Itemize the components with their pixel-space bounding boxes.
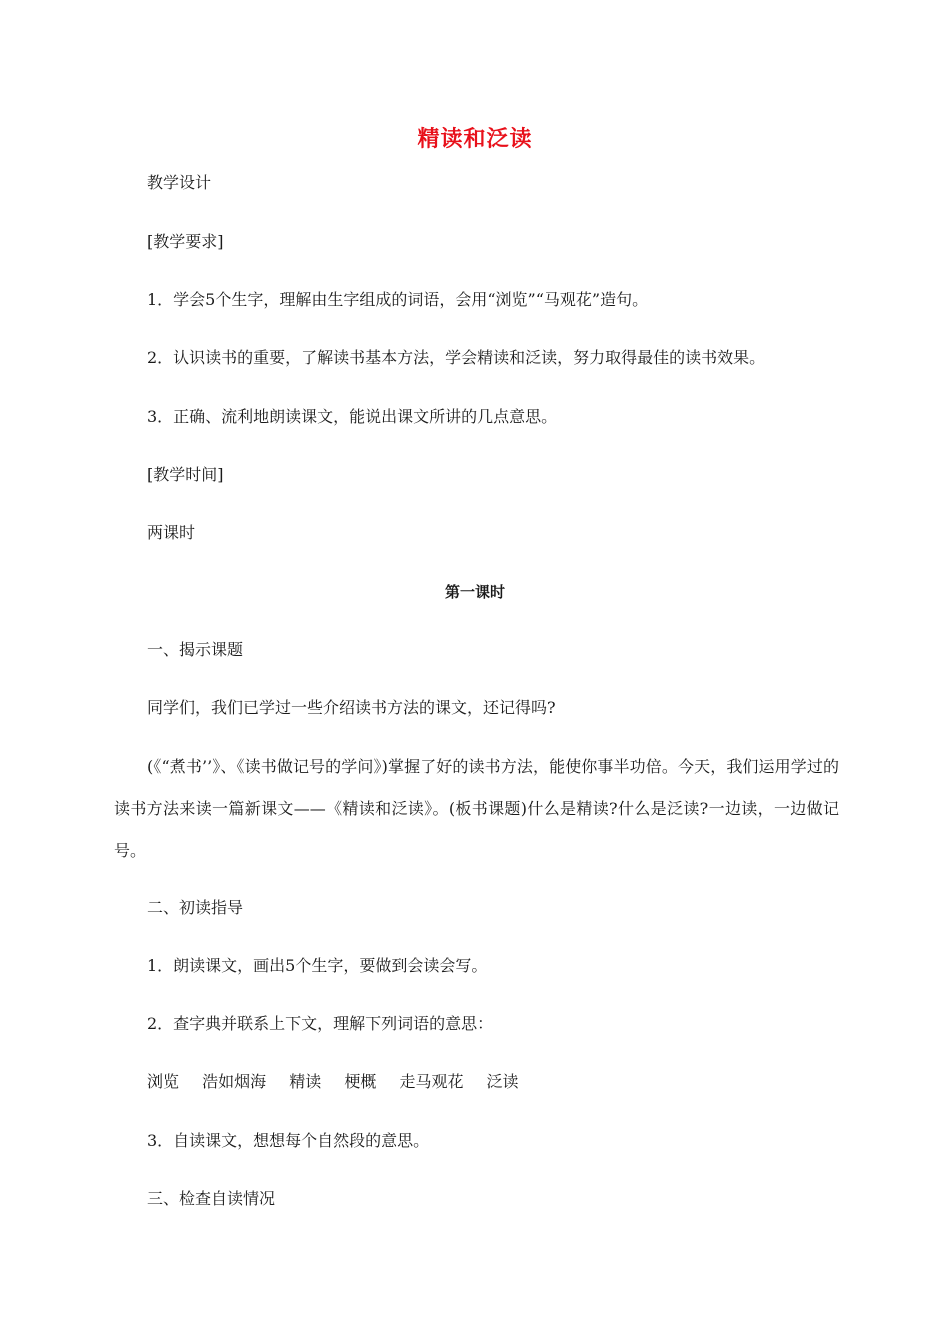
lesson-title: 第一课时 (444, 583, 505, 601)
section1-title: 一、揭示课题 (147, 640, 244, 659)
section2-item-3: 3．自读课文，想想每个自然段的意思。 (147, 1131, 430, 1150)
teaching-design-heading: 教学设计 (147, 173, 212, 192)
requirement-2: 2．认识读书的重要，了解读书基本方法，学会精读和泛读，努力取得最佳的读书效果。 (147, 348, 766, 367)
section3-title: 三、检查自读情况 (147, 1189, 276, 1208)
section1-paragraph: (《“煮书’’》、《读书做记号的学问》)掌握了好的读书方法，能使你事半功倍。今天，我们运用学过的读书方法来读一篇新课文——《精读和泛读》。(板书课题)什么是精读?什么是泛读?一边读，一边做记号。 (114, 757, 839, 860)
document-title: 精读和泛读 (417, 127, 533, 152)
vocab-word: 精读 (289, 1072, 322, 1091)
time-value: 两课时 (147, 523, 196, 542)
requirement-1: 1．学会5个生字，理解由生字组成的词语，会用“浏览”“马观花”造句。 (147, 290, 649, 309)
section2-item-1: 1．朗读课文，画出5个生字，要做到会读会写。 (147, 956, 488, 975)
vocabulary-list (147, 1071, 537, 1093)
section2-item-2: 2．查字典并联系上下文，理解下列词语的意思： (147, 1014, 494, 1033)
vocab-word: 浏览 (147, 1072, 180, 1091)
requirement-3: 3．正确、流利地朗读课文，能说出课文所讲的几点意思。 (147, 407, 558, 426)
vocab-word: 走马观花 (399, 1072, 464, 1091)
section1-text: 同学们，我们已学过一些介绍读书方法的课文，还记得吗? (147, 698, 556, 717)
section2-title: 二、初读指导 (147, 898, 244, 917)
vocab-word: 梗概 (344, 1072, 377, 1091)
requirements-header: [教学要求] (147, 232, 224, 251)
vocab-word: 泛读 (486, 1072, 519, 1091)
time-header: [教学时间] (147, 465, 224, 484)
vocab-word: 浩如烟海 (202, 1072, 267, 1091)
